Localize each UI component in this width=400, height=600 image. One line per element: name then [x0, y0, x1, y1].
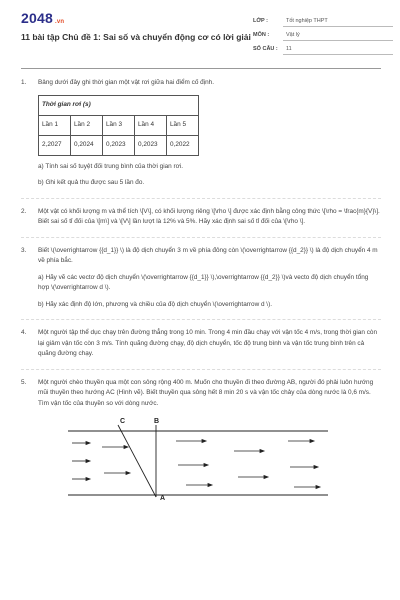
- question-divider: [21, 319, 381, 320]
- site-logo[interactable]: [21, 10, 64, 26]
- logo-tld: .vn: [54, 19, 65, 25]
- question-text: Một vật có khối lượng m và thể tích \[V\], có khối lượng riêng \[\rho \] được xác định bằng công thức \[\rho = \frac{m}{V}\]. Biết sai số tỉ đối của \[m\] và \[V\] lần lượt là 12% và 5%. Hãy xác định sai số tỉ đối của \[\rho \].: [38, 207, 380, 225]
- river-diagram: [38, 417, 338, 501]
- question-divider: [21, 198, 381, 199]
- document-title: 11 bài tập Chủ đề 1: Sai số và chuyển động cơ có lời giải: [21, 32, 251, 42]
- meta-row-count: [253, 42, 393, 56]
- table-cell: Lần 2: [71, 115, 103, 135]
- table-cell: 0,2022: [167, 135, 199, 155]
- table-cell: Lần 5: [167, 115, 199, 135]
- table-cell: 0,2023: [135, 135, 167, 155]
- question-1: [21, 78, 381, 189]
- water-flow-arrows: [72, 440, 320, 489]
- question-number: 5.: [21, 378, 27, 386]
- question-divider: [21, 237, 381, 238]
- river-crossing-figure: [38, 417, 338, 501]
- table-cell: Lần 1: [39, 115, 71, 135]
- table-cell: Lần 4: [135, 115, 167, 135]
- question-text: Bảng dưới đây ghi thời gian một vật rơi giữa hai điểm cố định.: [38, 79, 215, 86]
- table-cell: 2,2027: [39, 135, 71, 155]
- label-a: A: [160, 495, 166, 501]
- label-b: B: [154, 418, 160, 425]
- question-list: [21, 78, 381, 501]
- meta-row-class: [253, 14, 393, 28]
- table-header: Thời gian rơi (s): [39, 95, 199, 115]
- document-meta: [253, 14, 393, 56]
- meta-value: Vật lý: [283, 30, 393, 41]
- meta-row-subject: [253, 28, 393, 42]
- table-cell: 0,2023: [103, 135, 135, 155]
- question-number: 2.: [21, 207, 27, 215]
- question-3: [21, 246, 381, 311]
- sub-question: b) Hãy xác định độ lớn, phương và chiều của độ dịch chuyển \(\overrightarrow d \).: [38, 300, 272, 308]
- question-5: [21, 378, 381, 502]
- fall-time-table: [38, 95, 199, 156]
- meta-key: LỚP :: [253, 18, 268, 24]
- sub-question: b) Ghi kết quả thu được sau 5 lần đo.: [38, 179, 145, 186]
- sub-question: a) Hãy vẽ các vectơ độ dịch chuyển \(\overrightarrow {{d_1}} \),\overrightarrow {{d_2}} \)và vecto độ dịch chuyển tổng hợp \(\overrightarrow d \).: [38, 273, 369, 291]
- question-text: Biết \(\overrightarrow {{d_1}} \) là độ dịch chuyển 3 m về phía đông còn \(\overrightarrow {{d_2}} \) là độ dịch chuyển 4 m về phía bắc.: [38, 246, 378, 264]
- question-text: Một người chèo thuyền qua một con sông rộng 400 m. Muốn cho thuyền đi theo đường AB, người đó phải luôn hướng mũi thuyền theo hướng AC (Hình vẽ). Biết thuyền qua sông hết 8 min 20 s và vận tốc chảy của dòng nước là 0,6 m/s. Tìm vận tốc của thuyền so với dòng nước.: [38, 378, 374, 407]
- table-cell: 0,2024: [71, 135, 103, 155]
- meta-key: MÔN :: [253, 32, 270, 38]
- label-c: C: [120, 418, 126, 425]
- question-4: [21, 328, 381, 360]
- question-2: [21, 207, 381, 228]
- logo-text: 2048: [21, 10, 53, 26]
- document-header: [0, 0, 400, 72]
- question-number: 3.: [21, 246, 27, 254]
- question-number: 4.: [21, 329, 27, 336]
- table-cell: Lần 3: [103, 115, 135, 135]
- meta-key: SỐ CÂU :: [253, 46, 278, 52]
- line-ac: [118, 425, 156, 497]
- meta-value: Tốt nghiệp THPT: [283, 16, 393, 27]
- sub-question: a) Tính sai số tuyệt đối trung bình của thời gian rơi.: [38, 162, 184, 170]
- question-number: 1.: [21, 79, 27, 86]
- header-divider: [21, 68, 381, 69]
- meta-value: 11: [283, 44, 393, 55]
- question-text: Một người tập thể dục chạy trên đường thẳng trong 10 min. Trong 4 min đầu chạy với vận tốc 4 m/s, trong thời gian còn lại giảm vận tốc còn 3 m/s. Tính quãng đường chạy, độ dịch chuyển, tốc độ trung bình và vận tốc trung bình trên cả quãng đường chạy.: [38, 329, 377, 357]
- question-divider: [21, 369, 381, 370]
